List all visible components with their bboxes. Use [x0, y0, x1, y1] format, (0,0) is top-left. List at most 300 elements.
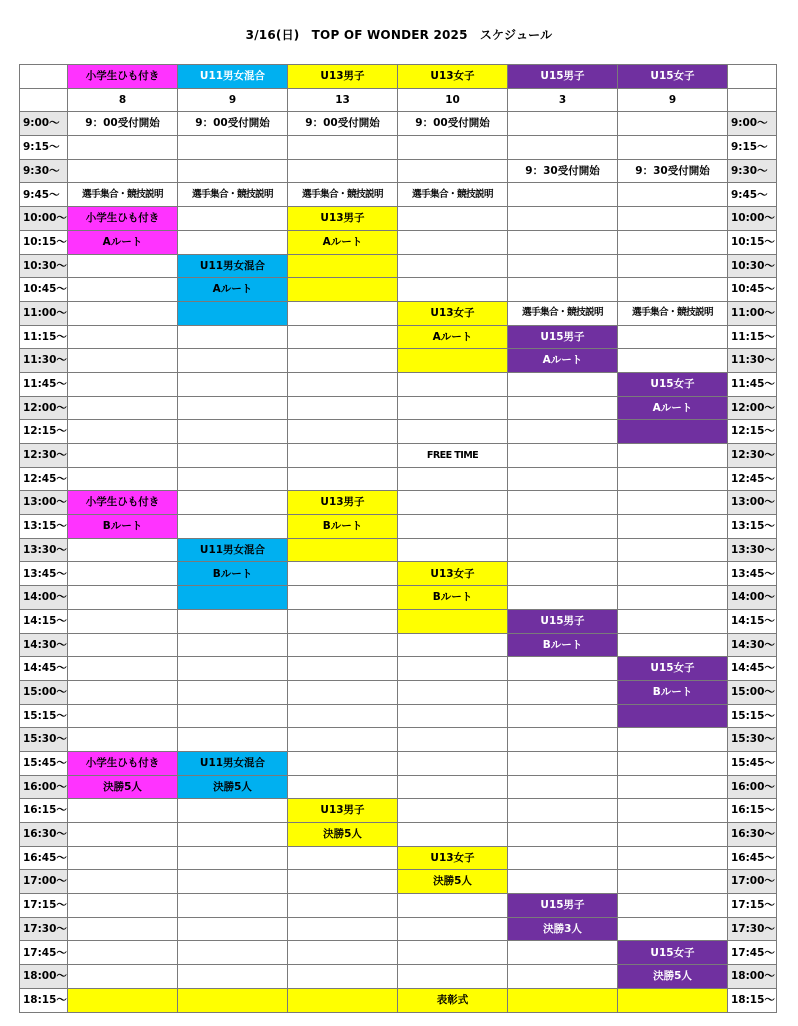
schedule-cell [178, 965, 288, 989]
schedule-cell: Bルート [68, 515, 178, 539]
time-label-left: 9:45～ [20, 183, 68, 207]
time-label-right: 10:00～ [728, 207, 777, 231]
time-slot-row [20, 538, 777, 562]
schedule-cell [68, 396, 178, 420]
schedule-cell [398, 349, 508, 373]
schedule-cell [398, 159, 508, 183]
time-slot-row [20, 894, 777, 918]
schedule-cell [178, 420, 288, 444]
schedule-cell [398, 207, 508, 231]
schedule-cell: 選手集合・競技説明 [398, 183, 508, 207]
time-label-right: 11:00～ [728, 301, 777, 325]
schedule-cell [508, 799, 618, 823]
schedule-cell [618, 917, 728, 941]
time-label-left: 14:00～ [20, 586, 68, 610]
schedule-cell [68, 799, 178, 823]
schedule-cell [288, 680, 398, 704]
schedule-cell: U13男子 [288, 207, 398, 231]
schedule-cell [508, 775, 618, 799]
schedule-cell [288, 704, 398, 728]
time-label-right: 11:15～ [728, 325, 777, 349]
schedule-cell [178, 941, 288, 965]
schedule-cell [178, 894, 288, 918]
participant-count: 9 [618, 88, 728, 112]
count-row [20, 88, 777, 112]
schedule-cell [178, 657, 288, 681]
schedule-cell [68, 823, 178, 847]
schedule-cell [178, 704, 288, 728]
time-label-left: 16:00～ [20, 775, 68, 799]
schedule-cell [288, 301, 398, 325]
schedule-cell [508, 586, 618, 610]
schedule-cell [68, 965, 178, 989]
schedule-cell [288, 444, 398, 468]
schedule-cell [68, 917, 178, 941]
schedule-cell [618, 562, 728, 586]
schedule-cell [508, 230, 618, 254]
schedule-cell [508, 965, 618, 989]
time-label-right: 10:15～ [728, 230, 777, 254]
schedule-cell: Aルート [618, 396, 728, 420]
schedule-cell: U13男子 [288, 491, 398, 515]
time-slot-row [20, 420, 777, 444]
schedule-cell: Bルート [508, 633, 618, 657]
schedule-cell: 9：00受付開始 [288, 112, 398, 136]
schedule-cell: U13女子 [398, 301, 508, 325]
time-label-left: 18:15～ [20, 988, 68, 1012]
time-label-left: 13:00～ [20, 491, 68, 515]
schedule-cell [398, 751, 508, 775]
schedule-cell: U11男女混合 [178, 538, 288, 562]
schedule-cell [68, 136, 178, 160]
schedule-cell [618, 515, 728, 539]
schedule-cell [288, 894, 398, 918]
time-label-left: 16:30～ [20, 823, 68, 847]
schedule-cell [618, 230, 728, 254]
schedule-cell [398, 799, 508, 823]
time-slot-row [20, 112, 777, 136]
schedule-cell [178, 823, 288, 847]
time-label-left: 12:00～ [20, 396, 68, 420]
schedule-cell [618, 704, 728, 728]
schedule-cell [508, 444, 618, 468]
time-label-left: 14:15～ [20, 609, 68, 633]
schedule-cell [68, 349, 178, 373]
time-label-left: 18:00～ [20, 965, 68, 989]
category-header: 小学生ひも付き [68, 65, 178, 89]
time-slot-row [20, 136, 777, 160]
time-slot-row [20, 396, 777, 420]
schedule-cell [508, 207, 618, 231]
time-label-right: 9:30～ [728, 159, 777, 183]
schedule-cell: Bルート [618, 680, 728, 704]
schedule-cell [398, 230, 508, 254]
category-header: U13女子 [398, 65, 508, 89]
schedule-cell [398, 941, 508, 965]
schedule-cell [68, 159, 178, 183]
schedule-cell [508, 941, 618, 965]
time-label-left: 16:45～ [20, 846, 68, 870]
time-label-right: 15:30～ [728, 728, 777, 752]
time-slot-row [20, 467, 777, 491]
schedule-cell: Aルート [288, 230, 398, 254]
schedule-cell: 9：30受付開始 [618, 159, 728, 183]
schedule-cell [288, 467, 398, 491]
time-label-right: 15:00～ [728, 680, 777, 704]
schedule-cell [398, 420, 508, 444]
time-slot-row [20, 870, 777, 894]
schedule-cell: U13女子 [398, 846, 508, 870]
schedule-cell [508, 183, 618, 207]
time-label-left: 12:30～ [20, 444, 68, 468]
time-label-right: 13:30～ [728, 538, 777, 562]
time-label-right: 18:00～ [728, 965, 777, 989]
participant-count: 3 [508, 88, 618, 112]
schedule-cell [288, 254, 398, 278]
schedule-cell [68, 633, 178, 657]
time-slot-row [20, 728, 777, 752]
schedule-cell: U15男子 [508, 609, 618, 633]
time-slot-row [20, 159, 777, 183]
schedule-cell [398, 775, 508, 799]
schedule-cell [288, 136, 398, 160]
schedule-cell [618, 467, 728, 491]
schedule-cell [288, 917, 398, 941]
schedule-cell [288, 538, 398, 562]
schedule-cell [398, 728, 508, 752]
schedule-cell [68, 586, 178, 610]
schedule-cell: 9：00受付開始 [398, 112, 508, 136]
time-label-left: 11:15～ [20, 325, 68, 349]
schedule-cell [68, 870, 178, 894]
schedule-cell [178, 301, 288, 325]
schedule-cell [618, 112, 728, 136]
schedule-cell [508, 420, 618, 444]
time-label-right: 9:00～ [728, 112, 777, 136]
schedule-cell [508, 846, 618, 870]
time-label-left: 9:00～ [20, 112, 68, 136]
time-slot-row [20, 680, 777, 704]
time-label-left: 9:15～ [20, 136, 68, 160]
schedule-cell: 9：30受付開始 [508, 159, 618, 183]
schedule-cell [508, 254, 618, 278]
schedule-cell [618, 846, 728, 870]
schedule-cell [68, 254, 178, 278]
time-slot-row [20, 775, 777, 799]
category-header: U13男子 [288, 65, 398, 89]
schedule-cell [288, 372, 398, 396]
schedule-cell [398, 372, 508, 396]
time-label-left: 13:30～ [20, 538, 68, 562]
schedule-cell [178, 799, 288, 823]
schedule-cell [68, 325, 178, 349]
time-slot-row [20, 657, 777, 681]
time-slot-row [20, 562, 777, 586]
schedule-cell: 選手集合・競技説明 [178, 183, 288, 207]
time-label-right: 10:45～ [728, 278, 777, 302]
time-label-right: 14:30～ [728, 633, 777, 657]
participant-count: 13 [288, 88, 398, 112]
schedule-cell [398, 965, 508, 989]
schedule-cell [618, 775, 728, 799]
schedule-cell [68, 372, 178, 396]
schedule-cell: 決勝5人 [618, 965, 728, 989]
schedule-cell [178, 917, 288, 941]
schedule-cell [178, 372, 288, 396]
schedule-cell [508, 988, 618, 1012]
time-slot-row [20, 586, 777, 610]
schedule-cell [618, 609, 728, 633]
schedule-cell [178, 728, 288, 752]
time-label-left: 14:30～ [20, 633, 68, 657]
schedule-cell [508, 278, 618, 302]
time-label-left: 9:30～ [20, 159, 68, 183]
time-slot-row [20, 965, 777, 989]
time-slot-row [20, 799, 777, 823]
schedule-cell: Bルート [288, 515, 398, 539]
schedule-cell [618, 183, 728, 207]
time-slot-row [20, 207, 777, 231]
schedule-cell [178, 159, 288, 183]
page-title: 3/16(日) TOP OF WONDER 2025 スケジュール [245, 28, 553, 42]
schedule-cell [618, 870, 728, 894]
schedule-cell [288, 870, 398, 894]
schedule-body [20, 65, 777, 1013]
time-label-left: 10:00～ [20, 207, 68, 231]
schedule-cell: 選手集合・競技説明 [288, 183, 398, 207]
schedule-cell: 決勝5人 [178, 775, 288, 799]
time-label-right: 11:45～ [728, 372, 777, 396]
time-label-right: 16:00～ [728, 775, 777, 799]
schedule-cell: 決勝3人 [508, 917, 618, 941]
schedule-cell: U15女子 [618, 657, 728, 681]
schedule-cell [618, 538, 728, 562]
schedule-cell [508, 657, 618, 681]
schedule-cell [508, 136, 618, 160]
schedule-cell [288, 633, 398, 657]
time-label-right: 11:30～ [728, 349, 777, 373]
schedule-cell [178, 349, 288, 373]
schedule-cell [508, 515, 618, 539]
schedule-cell [618, 325, 728, 349]
schedule-cell [618, 823, 728, 847]
schedule-cell [288, 988, 398, 1012]
schedule-cell [618, 207, 728, 231]
schedule-cell: U15男子 [508, 894, 618, 918]
schedule-cell [508, 728, 618, 752]
schedule-cell: U15男子 [508, 325, 618, 349]
time-slot-row [20, 988, 777, 1012]
time-label-right: 16:45～ [728, 846, 777, 870]
schedule-cell: U13女子 [398, 562, 508, 586]
schedule-cell [508, 491, 618, 515]
time-label-left: 17:00～ [20, 870, 68, 894]
schedule-cell: U13男子 [288, 799, 398, 823]
schedule-cell [618, 136, 728, 160]
schedule-cell [68, 278, 178, 302]
time-label-right: 13:15～ [728, 515, 777, 539]
header-row [20, 65, 777, 89]
time-label-right: 14:15～ [728, 609, 777, 633]
schedule-cell [618, 988, 728, 1012]
schedule-cell: 決勝5人 [398, 870, 508, 894]
schedule-cell [398, 657, 508, 681]
schedule-cell [508, 870, 618, 894]
category-header: U15男子 [508, 65, 618, 89]
time-slot-row [20, 941, 777, 965]
time-label-right: 12:30～ [728, 444, 777, 468]
time-label-right: 15:15～ [728, 704, 777, 728]
time-slot-row [20, 633, 777, 657]
corner-cell [20, 65, 68, 89]
schedule-cell [178, 444, 288, 468]
schedule-cell: 選手集合・競技説明 [508, 301, 618, 325]
schedule-cell: 選手集合・競技説明 [618, 301, 728, 325]
schedule-cell: Aルート [398, 325, 508, 349]
schedule-cell [178, 633, 288, 657]
schedule-cell [398, 396, 508, 420]
corner-cell [728, 65, 777, 89]
schedule-cell [288, 349, 398, 373]
schedule-cell [68, 894, 178, 918]
schedule-cell [68, 704, 178, 728]
schedule-cell [178, 846, 288, 870]
corner-cell [728, 88, 777, 112]
schedule-cell [398, 254, 508, 278]
time-label-left: 17:45～ [20, 941, 68, 965]
schedule-cell [618, 751, 728, 775]
schedule-cell: Aルート [508, 349, 618, 373]
time-slot-row [20, 491, 777, 515]
schedule-table [19, 64, 777, 1013]
time-label-right: 9:15～ [728, 136, 777, 160]
schedule-cell [178, 467, 288, 491]
time-slot-row [20, 301, 777, 325]
schedule-cell: 決勝5人 [68, 775, 178, 799]
schedule-cell [398, 823, 508, 847]
schedule-cell [68, 609, 178, 633]
time-label-left: 13:45～ [20, 562, 68, 586]
time-label-left: 15:15～ [20, 704, 68, 728]
schedule-cell [68, 538, 178, 562]
schedule-cell: 9：00受付開始 [178, 112, 288, 136]
schedule-cell [178, 325, 288, 349]
schedule-cell: 選手集合・競技説明 [68, 183, 178, 207]
time-slot-row [20, 917, 777, 941]
schedule-cell [288, 325, 398, 349]
time-label-right: 12:15～ [728, 420, 777, 444]
time-label-right: 17:30～ [728, 917, 777, 941]
schedule-cell: 表彰式 [398, 988, 508, 1012]
time-slot-row [20, 325, 777, 349]
time-label-left: 16:15～ [20, 799, 68, 823]
schedule-cell [68, 728, 178, 752]
schedule-cell [68, 467, 178, 491]
category-header: U11男女混合 [178, 65, 288, 89]
participant-count: 8 [68, 88, 178, 112]
schedule-cell: U11男女混合 [178, 254, 288, 278]
schedule-cell [288, 278, 398, 302]
schedule-cell [178, 207, 288, 231]
category-header: U15女子 [618, 65, 728, 89]
schedule-cell: 小学生ひも付き [68, 207, 178, 231]
schedule-cell: 小学生ひも付き [68, 491, 178, 515]
schedule-cell [68, 846, 178, 870]
time-label-left: 17:15～ [20, 894, 68, 918]
schedule-cell [398, 467, 508, 491]
time-label-left: 17:30～ [20, 917, 68, 941]
schedule-cell [618, 278, 728, 302]
schedule-cell [68, 562, 178, 586]
schedule-cell: 決勝5人 [288, 823, 398, 847]
schedule-cell [508, 704, 618, 728]
schedule-cell [178, 586, 288, 610]
time-slot-row [20, 183, 777, 207]
schedule-cell [288, 562, 398, 586]
time-slot-row [20, 278, 777, 302]
schedule-cell [398, 704, 508, 728]
time-label-left: 10:15～ [20, 230, 68, 254]
time-label-right: 18:15～ [728, 988, 777, 1012]
schedule-cell [178, 136, 288, 160]
schedule-cell [398, 917, 508, 941]
time-label-left: 12:15～ [20, 420, 68, 444]
time-label-right: 12:45～ [728, 467, 777, 491]
schedule-cell [178, 230, 288, 254]
schedule-cell: 9：00受付開始 [68, 112, 178, 136]
time-label-right: 17:45～ [728, 941, 777, 965]
schedule-cell [288, 728, 398, 752]
time-label-left: 15:00～ [20, 680, 68, 704]
time-label-left: 12:45～ [20, 467, 68, 491]
time-label-left: 11:45～ [20, 372, 68, 396]
time-label-right: 17:15～ [728, 894, 777, 918]
time-label-right: 16:30～ [728, 823, 777, 847]
time-label-right: 14:45～ [728, 657, 777, 681]
time-slot-row [20, 254, 777, 278]
schedule-cell [618, 728, 728, 752]
schedule-cell [508, 823, 618, 847]
schedule-cell [68, 941, 178, 965]
schedule-cell [178, 609, 288, 633]
schedule-cell [508, 562, 618, 586]
schedule-cell: Aルート [68, 230, 178, 254]
time-slot-row [20, 230, 777, 254]
schedule-cell [508, 538, 618, 562]
schedule-cell [618, 799, 728, 823]
schedule-cell [618, 633, 728, 657]
schedule-cell [508, 112, 618, 136]
time-label-left: 15:30～ [20, 728, 68, 752]
time-label-left: 10:45～ [20, 278, 68, 302]
participant-count: 10 [398, 88, 508, 112]
schedule-cell [618, 254, 728, 278]
schedule-cell [398, 894, 508, 918]
schedule-cell [68, 680, 178, 704]
schedule-cell [288, 657, 398, 681]
time-slot-row [20, 751, 777, 775]
schedule-cell [178, 515, 288, 539]
schedule-cell [288, 941, 398, 965]
corner-cell [20, 88, 68, 112]
schedule-cell [68, 988, 178, 1012]
schedule-cell [288, 609, 398, 633]
time-label-right: 10:30～ [728, 254, 777, 278]
schedule-cell [398, 491, 508, 515]
schedule-cell [288, 420, 398, 444]
schedule-cell [178, 396, 288, 420]
schedule-cell: Bルート [398, 586, 508, 610]
